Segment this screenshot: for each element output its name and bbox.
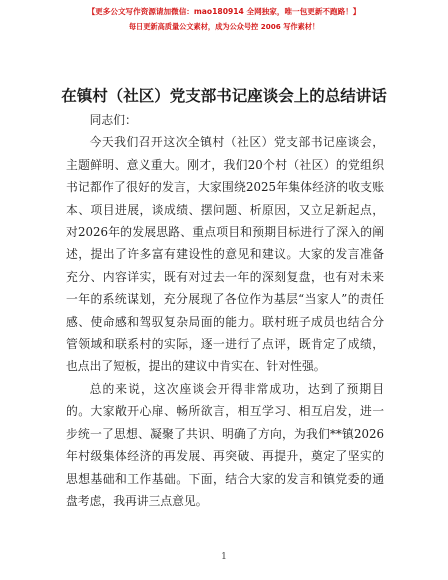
- document-title: 在镇村（社区）党支部书记座谈会上的总结讲话: [61, 87, 387, 105]
- page-number: 1: [221, 552, 227, 562]
- document-body: [66, 109, 384, 512]
- body-paragraph: 总的来说，这次座谈会开得非常成功，达到了预期目的。大家敞开心扉、畅所欲言，相互学习、相互启发，进一步统一了思想、凝聚了共识、明确了方向，为我们**镇2026年村级集体经济的再发展、再突破、再提升，奠定了坚实的思想基础和工作基础。下面，结合大家的发言和镇党委的通盘考虑，我再讲三点意见。: [66, 381, 384, 508]
- promo-banner-line2: 每日更新高质量公文素材，成为公众号控 2006 写作素材！: [128, 22, 320, 31]
- body-paragraph: 今天我们召开这次全镇村（社区）党支部书记座谈会，主题鲜明、意义重大。刚才，我们20个村（社区）的党组织书记都作了很好的发言，大家围绕2025年集体经济的收支账本、项目进展，谈成绩、摆问题、析原因，又立足新起点，对2026年的发展思路、重点项目和预期目标进行了深入的阐述，提出了许多富有建设性的意见和建议。大家的发言准备充分、内容详实，既有对过去一年的深刻复盘，也有对未来一年的系统谋划，充分展现了各位作为基层“当家人”的责任感、使命感和驾驭复杂局面的能力。联村班子成员也结合分管领域和联系村的实际，逐一进行了点评，既肯定了成绩，也点出了短板，提出的建议中肯实在、针对性强。: [66, 135, 384, 374]
- promo-banner: [0, 6, 448, 32]
- salutation: 同志们：: [89, 113, 137, 127]
- promo-banner-line1: 【更多公文写作资源请加微信：mao180914 全网独家，唯一包更新不跑路！】: [87, 7, 361, 16]
